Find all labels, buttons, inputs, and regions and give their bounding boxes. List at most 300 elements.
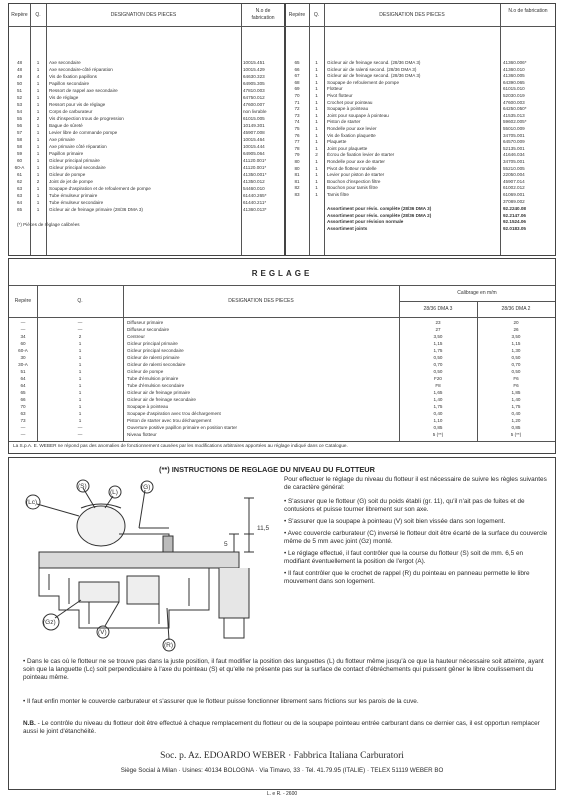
cell-num: 54460.010	[243, 186, 265, 191]
cell-calib-dma2: F6	[513, 383, 519, 388]
cell-designation: Gicleur air de freinage primaire (28/36 DMA 3)	[49, 207, 143, 212]
cell-num: 52030.019	[503, 93, 525, 98]
cell-designation: Corps de carburateur	[49, 109, 93, 114]
cell-designation: Bouchon pour tamis filtre	[327, 185, 378, 191]
cell-q: 1	[315, 159, 318, 164]
cell-designation: Gicleur de pompe	[49, 172, 86, 177]
cell-repere: 60	[20, 341, 26, 346]
cell-designation: Gicleur air de freinage second. (28/36 DMA 3)	[327, 60, 421, 65]
cell-q: 1	[78, 341, 82, 346]
table-row	[285, 113, 557, 120]
cell-designation: Levier libre de commande pompe	[49, 130, 118, 135]
table-row	[9, 116, 284, 123]
cell-designation: Soupape à pointeau	[127, 404, 169, 409]
cell-repere: 68	[294, 79, 300, 85]
cell-q: 1	[315, 99, 318, 105]
table-row	[9, 425, 555, 432]
cell-calib-dma2: 0,70	[511, 362, 521, 367]
table-row	[9, 355, 555, 362]
cell-q: 1	[78, 397, 82, 402]
cell-designation: Tamis filtre	[327, 192, 349, 197]
cell-calib-dma2: 1,40	[511, 397, 521, 402]
cell-repere: 69	[294, 86, 300, 92]
cell-q: 1	[36, 207, 40, 212]
cell-num: 41646.034	[503, 152, 525, 158]
cell-num: 10015.451	[243, 60, 265, 65]
cell-repere: 30-A	[18, 362, 28, 367]
cell-designation: Assortiment joints	[327, 225, 368, 231]
cell-calib-dma3: 5 (**)	[432, 432, 444, 437]
table-row	[9, 411, 555, 418]
cell-num: 64750.012	[243, 95, 265, 100]
cell-calib-dma2: 3,50	[511, 334, 521, 339]
cell-repere: 60	[16, 158, 23, 163]
cell-repere: 76	[294, 132, 300, 138]
cell-designation: Gicleur de ralenti secondaire	[127, 362, 186, 367]
cell-num: 34705.001	[503, 159, 525, 164]
cell-designation: Tube d'émulsion primaire	[127, 376, 179, 381]
cell-num: 92.1524.06	[503, 219, 526, 224]
cell-repere: 82	[294, 185, 300, 191]
cell-designation: Gicleur principal primaire	[127, 341, 178, 346]
float-para1-text: Dans le cas où le flotteur ne se trouve pas dans la juste position, il faut modifier la position des languettes (L) du flotteur même jusqu'à ce que la hauteur nécessaire soit atteinte, ayant soin que la languette (Lc) soit perpendiculaire à l'axe du pointeau (S) et qu'elle ne présente pas sur la surface de contact d'ébréchements qui puissent gêner le libre coulissement du pointeau même.	[23, 658, 544, 681]
cell-designation: Tube d'émulsion secondaire	[127, 383, 185, 388]
table-row	[9, 165, 284, 172]
cell-designation: Gicleur principal primaire	[49, 158, 100, 163]
cell-designation: Axe primaire côté réparation	[49, 144, 107, 149]
cell-repere: 60-A	[18, 348, 28, 353]
table-row	[285, 100, 557, 107]
table-row	[9, 137, 284, 144]
float-para2: • Il faut enfin monter le couvercle carburateur et s'assurer que le flotteur puisse fonctionner librement sans frictions sur les parois de la cuve.	[23, 698, 419, 705]
label-g: (G)	[141, 484, 151, 491]
cell-calib-dma2: 20	[513, 320, 519, 325]
header-q: Q.	[35, 12, 41, 18]
nb-text: - Le contrôle du niveau du flotteur doit être effectué à chaque remplacement du flotteur ou de la soupape pointeau entrée carburant dans ce dernier cas, il est opportun remplacer aussi le joint d'étanchéité.	[23, 720, 540, 735]
cell-repere: 60-A	[14, 165, 25, 170]
float-para1: • Dans le cas où le flotteur ne se trouve pas dans la juste position, il faut modifier la position des languettes (L) du flotteur même jusqu'à ce que la hauteur nécessaire soit atteinte, ayant soin que la languette (Lc) soit perpendiculaire à l'axe du pointeau (S) et qu'elle ne présente pas sur la surface de contact d'ébréchements qui puissent gêner le libre coulissement du pointeau même.	[23, 658, 544, 681]
cell-repere: 58	[16, 137, 23, 142]
cell-q: 1	[315, 60, 318, 65]
cell-q: 1	[315, 73, 318, 79]
cell-q: 2	[315, 152, 318, 158]
cell-calib-dma3: 27	[435, 327, 441, 332]
cell-q: 1	[78, 390, 82, 395]
table-row	[9, 172, 284, 179]
cell-repere: 51	[16, 88, 23, 93]
cell-q: 1	[315, 165, 318, 171]
footer-code: L. e R. - 2600	[266, 791, 298, 797]
dim-5: 5	[224, 541, 228, 548]
cell-repere: 48	[16, 67, 23, 72]
table-row	[285, 106, 557, 113]
cell-designation: Tube émulseur secondaire	[49, 200, 104, 205]
cell-designation: Pivot de flotteur rondelle	[327, 165, 377, 171]
cell-q: 1	[36, 137, 40, 142]
cell-designation: Écrou de fixation levier de starter	[327, 152, 395, 158]
label-s: (S)	[78, 483, 87, 490]
cell-calib-dma3: 0,70	[433, 362, 443, 367]
float-section	[8, 457, 556, 790]
cell-calib-dma2: 1,15	[511, 341, 521, 346]
cell-q: 1	[315, 132, 318, 138]
cell-q: 1	[315, 126, 318, 131]
cell-q: 1	[36, 60, 40, 65]
cell-designation: Gicleur de ralenti primaire	[127, 355, 180, 360]
cell-repere: 56	[16, 123, 23, 128]
table-row	[9, 397, 555, 404]
table-row	[9, 151, 284, 158]
table-row	[285, 126, 557, 133]
cell-calib-dma3: 1,65	[433, 390, 443, 395]
cell-repere: 52	[16, 95, 23, 100]
cell-calib-dma2: 0,50	[511, 355, 521, 360]
cell-calib-dma2: F6	[513, 376, 519, 381]
header-num-right: N.o de fabrication	[508, 8, 548, 14]
cell-num: 64905.305	[243, 81, 265, 86]
cell-q: 1	[36, 95, 40, 100]
cell-q: 4	[36, 74, 40, 79]
cell-designation: Papillon secondaire	[49, 81, 90, 86]
cell-repere: 64	[20, 383, 26, 388]
cell-q: 1	[36, 193, 40, 198]
cell-q: 1	[36, 102, 40, 107]
cell-q: 1	[315, 106, 318, 112]
table-row	[285, 199, 557, 206]
cell-repere: 83	[294, 192, 300, 197]
float-para2-text: Il faut enfin monter le couvercle carburateur et s'assurer que le flotteur puisse fonctionner librement sans frictions sur les parois de la cuve.	[27, 698, 419, 705]
table-row	[285, 119, 557, 126]
cell-num: 61002.012	[503, 185, 525, 191]
cell-repere: 54	[16, 109, 23, 114]
cell-designation: Axe secondaire-côté réparation	[49, 67, 113, 72]
cell-num: 61015.005	[243, 116, 265, 121]
cell-q: 1	[315, 93, 318, 98]
cell-repere: 67	[294, 73, 300, 79]
table-row	[9, 186, 284, 193]
cell-q: 1	[36, 67, 40, 72]
cell-designation: Levier pour piston de starter	[327, 172, 385, 178]
table-row	[9, 130, 284, 137]
table-row	[285, 67, 557, 74]
cell-designation: Vis de réglage	[49, 95, 79, 100]
cell-q: 1	[315, 172, 318, 178]
cell-q: 1	[36, 186, 40, 191]
cell-designation: Ressort de rappel axe secondaire	[49, 88, 118, 93]
table-row	[285, 226, 557, 233]
cell-q: 1	[36, 151, 40, 156]
table-row	[285, 146, 557, 153]
cell-designation: Vis de fixation papillons	[49, 74, 97, 79]
cell-repere: 57	[16, 130, 23, 135]
parts-table	[8, 3, 556, 256]
cell-q: 2	[78, 334, 82, 339]
table-row	[9, 348, 555, 355]
cell-q: 1	[315, 112, 318, 118]
table-row	[9, 179, 284, 186]
cell-designation: Gicleur air de freinage secondaire	[127, 397, 196, 402]
float-diagram	[19, 478, 281, 654]
cell-repere: 80	[294, 159, 300, 164]
cell-num: 10015.444	[243, 144, 265, 149]
cell-num: 41360.013*	[243, 207, 267, 212]
float-bullet: • S'assurer que le flotteur (G) soit du poids établi (gr. 11), qu'il n'ait pas de fuites et de contusions et puisse tourner librement sur son axe.	[284, 498, 525, 513]
table-row	[285, 192, 557, 199]
cell-q: 1	[78, 418, 82, 423]
cell-q: 1	[36, 130, 40, 135]
float-title: (**) INSTRUCTIONS DE REGLAGE DU NIVEAU DU FLOTTEUR	[159, 465, 375, 474]
cell-calib-dma2: 0,85	[511, 425, 521, 430]
cell-num: 55210.005	[503, 165, 525, 171]
label-lc: (Lc)	[26, 499, 38, 506]
cell-num: 41535.013	[503, 112, 525, 118]
cell-designation: Crochet pour pointeau	[327, 99, 373, 105]
label-r: (R)	[164, 642, 174, 649]
cell-calib-dma3: 1,75	[433, 404, 443, 409]
cell-num: 34705.001	[503, 132, 525, 138]
cell-designation: Tube émulseur primaire	[49, 193, 98, 198]
cell-q: 1	[78, 411, 82, 416]
table-row	[9, 67, 284, 74]
cell-calib-dma3: 3,50	[433, 334, 443, 339]
cell-num: 92.0183.05	[503, 225, 526, 231]
cell-q: 1	[36, 144, 40, 149]
cell-repere: 77	[294, 139, 300, 145]
cell-repere: 65	[20, 390, 26, 395]
cell-designation: Rondelle pour axe de starter	[327, 159, 385, 164]
cell-calib-dma2: 0,50	[511, 369, 521, 374]
cell-repere: 55	[16, 116, 23, 121]
cell-q: 1	[78, 369, 82, 374]
cell-q: 1	[315, 192, 318, 197]
float-bullets	[284, 498, 550, 590]
cell-q: 1	[36, 123, 40, 128]
table-row	[9, 362, 555, 369]
cell-num: 92.2147.06	[503, 212, 526, 218]
cell-q: 1	[36, 109, 40, 114]
cell-num: 47810.003	[243, 88, 265, 93]
footer-address: Siège Social à Milan · Usines: 40134 BOLOGNA · Via Timavo, 33 · Tel. 41.79.95 (ITALIE) · TELEX 51119 WEBER BO	[120, 767, 444, 774]
table-row	[9, 369, 555, 376]
cell-designation: Assortiment pour révis. complète (28/36 DMA 2)	[327, 212, 432, 218]
cell-repere: —	[20, 425, 26, 430]
table-row	[9, 341, 555, 348]
label-gz: (Gz)	[43, 619, 56, 626]
cell-q: 1	[36, 165, 40, 170]
table-row	[285, 139, 557, 146]
cell-repere: 59	[16, 151, 23, 156]
table-row	[285, 60, 557, 67]
table-row	[285, 172, 557, 179]
cell-q: 1	[78, 362, 82, 367]
cell-designation: Papillon primaire	[49, 151, 84, 156]
table-row	[9, 193, 284, 200]
label-v: (V)	[98, 629, 107, 636]
reglage-header-designation: DESIGNATION DES PIECES	[228, 298, 294, 304]
cell-calib-dma3: 23	[435, 320, 441, 325]
cell-designation: Diffuseur secondaire	[127, 327, 170, 332]
cell-num: 52135.001	[503, 145, 525, 151]
table-row	[9, 320, 555, 327]
float-bullet: • S'assurer que la soupape à pointeau (V) soit bien vissée dans son logement.	[284, 518, 506, 525]
table-row	[9, 376, 555, 383]
cell-num: 55010.009	[503, 126, 525, 131]
cell-repere: 65	[16, 207, 23, 212]
cell-repere: 66	[20, 397, 26, 402]
cell-designation: Piston de starter	[327, 119, 361, 125]
cell-repere: 71	[294, 99, 300, 105]
cell-q: 1	[315, 185, 318, 191]
cell-repere: 61	[16, 172, 23, 177]
cell-repere: 30	[20, 355, 26, 360]
cell-q: 1	[36, 81, 40, 86]
table-row	[9, 95, 284, 102]
cell-repere: 50	[16, 81, 23, 86]
cell-repere: 81	[294, 178, 300, 184]
table-row	[9, 334, 555, 341]
cell-calib-dma3: 1,15	[433, 341, 443, 346]
float-bullet: • Le réglage effectué, il faut contrôler que la course du flotteur (S) soit de mm. 6,5 en modifiant éventuellement la position de l'ergot (A).	[284, 550, 524, 565]
cell-q: —	[77, 327, 83, 332]
table-row	[9, 123, 284, 130]
cell-num: 92.2240.08	[503, 206, 526, 211]
parts-footnote: (*) Pièces de réglage calibrées	[17, 222, 80, 227]
cell-repere: 63	[20, 411, 26, 416]
reglage-header-calibrage: Calibrage en m/m	[457, 290, 497, 296]
cell-q: 1	[36, 172, 40, 177]
cell-calib-dma3: F20	[434, 376, 442, 381]
cell-calib-dma3: 0,85	[433, 425, 443, 430]
reglage-header-q: Q.	[77, 298, 83, 304]
cell-num: 41120.001*	[243, 158, 267, 163]
table-row	[9, 432, 555, 439]
cell-num: 61069.001	[503, 192, 525, 197]
cell-designation: Gicleur air de ralenti second. (28/36 DMA 3)	[327, 66, 417, 72]
cell-designation: Plaquette	[327, 139, 347, 145]
cell-num: 61440.211*	[243, 200, 267, 205]
cell-repere: 70	[294, 93, 300, 98]
table-row	[9, 74, 284, 81]
table-row	[285, 133, 557, 140]
table-row	[9, 404, 555, 411]
dim-11-5: 11,5	[257, 525, 270, 532]
cell-num: 61440.265*	[243, 193, 267, 198]
reglage-header-c1: 28/36 DMA 3	[423, 306, 453, 312]
cell-designation: Gicleur principal secondaire	[127, 348, 184, 353]
cell-repere: 74	[294, 119, 300, 125]
table-row	[285, 73, 557, 80]
cell-designation: Soupape de refoulement de pompe	[327, 79, 400, 85]
header-repere: Repère	[11, 12, 28, 18]
table-row	[285, 93, 557, 100]
cell-designation: Piston de starter avec trou déchargement	[127, 418, 212, 423]
float-intro: Pour effectuer le réglage du niveau du flotteur il est nécessaire de suivre les règles suivantes de caractère général:	[284, 476, 547, 491]
cell-num: 59602.005*	[503, 119, 527, 125]
table-row	[285, 86, 557, 93]
cell-designation: Gicleur principal secondaire	[49, 165, 106, 170]
cell-designation: Vis de fixation plaquette	[327, 132, 376, 138]
table-row	[285, 152, 557, 159]
cell-calib-dma3: 1,75	[433, 348, 443, 353]
cell-repere: 64	[16, 200, 23, 205]
cell-calib-dma3: 0,40	[433, 411, 443, 416]
cell-designation: Joint pour plaquette	[327, 145, 368, 151]
cell-num: non livrable	[243, 109, 267, 114]
float-bullet: • Avec couvercle carburateur (C) inversé le flotteur doit être écarté de la surface du couvercle même de 5 mm avec joint (Gz) monté.	[284, 530, 548, 545]
cell-designation: Ouverture positive papillon primaire en position starter	[127, 425, 238, 430]
cell-num: 47600.007	[243, 102, 265, 107]
table-row	[285, 185, 557, 192]
cell-q: —	[77, 425, 83, 430]
reglage-note: La S.p.A. E. WEBER ne répond pas des anomalies de fonctionnement causées par les modifications arbitraires apportées au réglage indiqué dans ce Catalogue.	[13, 443, 348, 448]
table-row	[9, 418, 555, 425]
cell-designation: Pivot flotteur	[327, 93, 353, 98]
cell-designation: Soupape à pointeau	[327, 106, 369, 112]
cell-repere: 64	[20, 376, 26, 381]
cell-repere: 49	[16, 74, 23, 79]
cell-repere: 70	[20, 404, 26, 409]
cell-num: 64390.065	[503, 79, 525, 85]
cell-q: 1	[78, 348, 82, 353]
cell-repere: 75	[294, 126, 300, 131]
cell-num: 10149.301	[243, 123, 265, 128]
table-row	[9, 383, 555, 390]
cell-designation: Gicleur air de freinage primaire	[127, 390, 191, 395]
cell-q: 1	[315, 178, 318, 184]
cell-repere: 78	[294, 145, 300, 151]
cell-q: 1	[315, 145, 318, 151]
cell-num: 61015.010	[503, 86, 525, 92]
cell-designation: Assortiment pour révis. complète (28/36 DMA 3)	[327, 206, 432, 211]
cell-q: —	[77, 432, 83, 437]
footer-company: Soc. p. Az. EDOARDO WEBER · Fabbrica Italiana Carburatori	[160, 751, 404, 761]
cell-repere: 48	[16, 60, 23, 65]
reglage-header-repere: Repère	[14, 298, 32, 304]
cell-num: 41360.006*	[503, 60, 527, 65]
cell-repere: —	[20, 320, 26, 325]
cell-calib-dma3: 0,50	[433, 369, 443, 374]
table-row	[9, 158, 284, 165]
cell-repere: 81	[294, 172, 300, 178]
cell-num: 10015.464	[243, 137, 265, 142]
reglage-section	[8, 258, 556, 454]
reglage-header-c2: 28/36 DMA 2	[501, 306, 531, 312]
cell-calib-dma2: 1,20	[511, 418, 521, 423]
cell-designation: Joint de jet de pompe	[49, 179, 93, 184]
cell-q: —	[77, 320, 83, 325]
cell-num: 41350.001*	[243, 172, 267, 177]
cell-num: 41350.012	[243, 179, 265, 184]
cell-repere: 62	[16, 179, 23, 184]
cell-calib-dma2: 1,85	[511, 390, 521, 395]
cell-q: 1	[315, 139, 318, 145]
header-designation-right: DESIGNATION DES PIECES	[379, 12, 445, 18]
table-row	[9, 390, 555, 397]
cell-calib-dma2: 1,75	[511, 404, 521, 409]
cell-calib-dma3: F8	[435, 383, 441, 388]
cell-designation: Bague de sûreté	[49, 123, 83, 128]
table-row	[9, 200, 284, 207]
cell-num: 45907.014	[503, 178, 525, 184]
cell-num: 45907.008	[243, 130, 265, 135]
cell-designation: Niveau flotteur	[127, 432, 157, 437]
cell-q: 1	[78, 404, 82, 409]
cell-repere: 65	[294, 60, 300, 65]
cell-num: 41360.010	[503, 66, 525, 72]
cell-num: 37089.002	[503, 198, 525, 204]
table-row	[9, 207, 284, 214]
cell-calib-dma3: 1,40	[433, 397, 443, 402]
